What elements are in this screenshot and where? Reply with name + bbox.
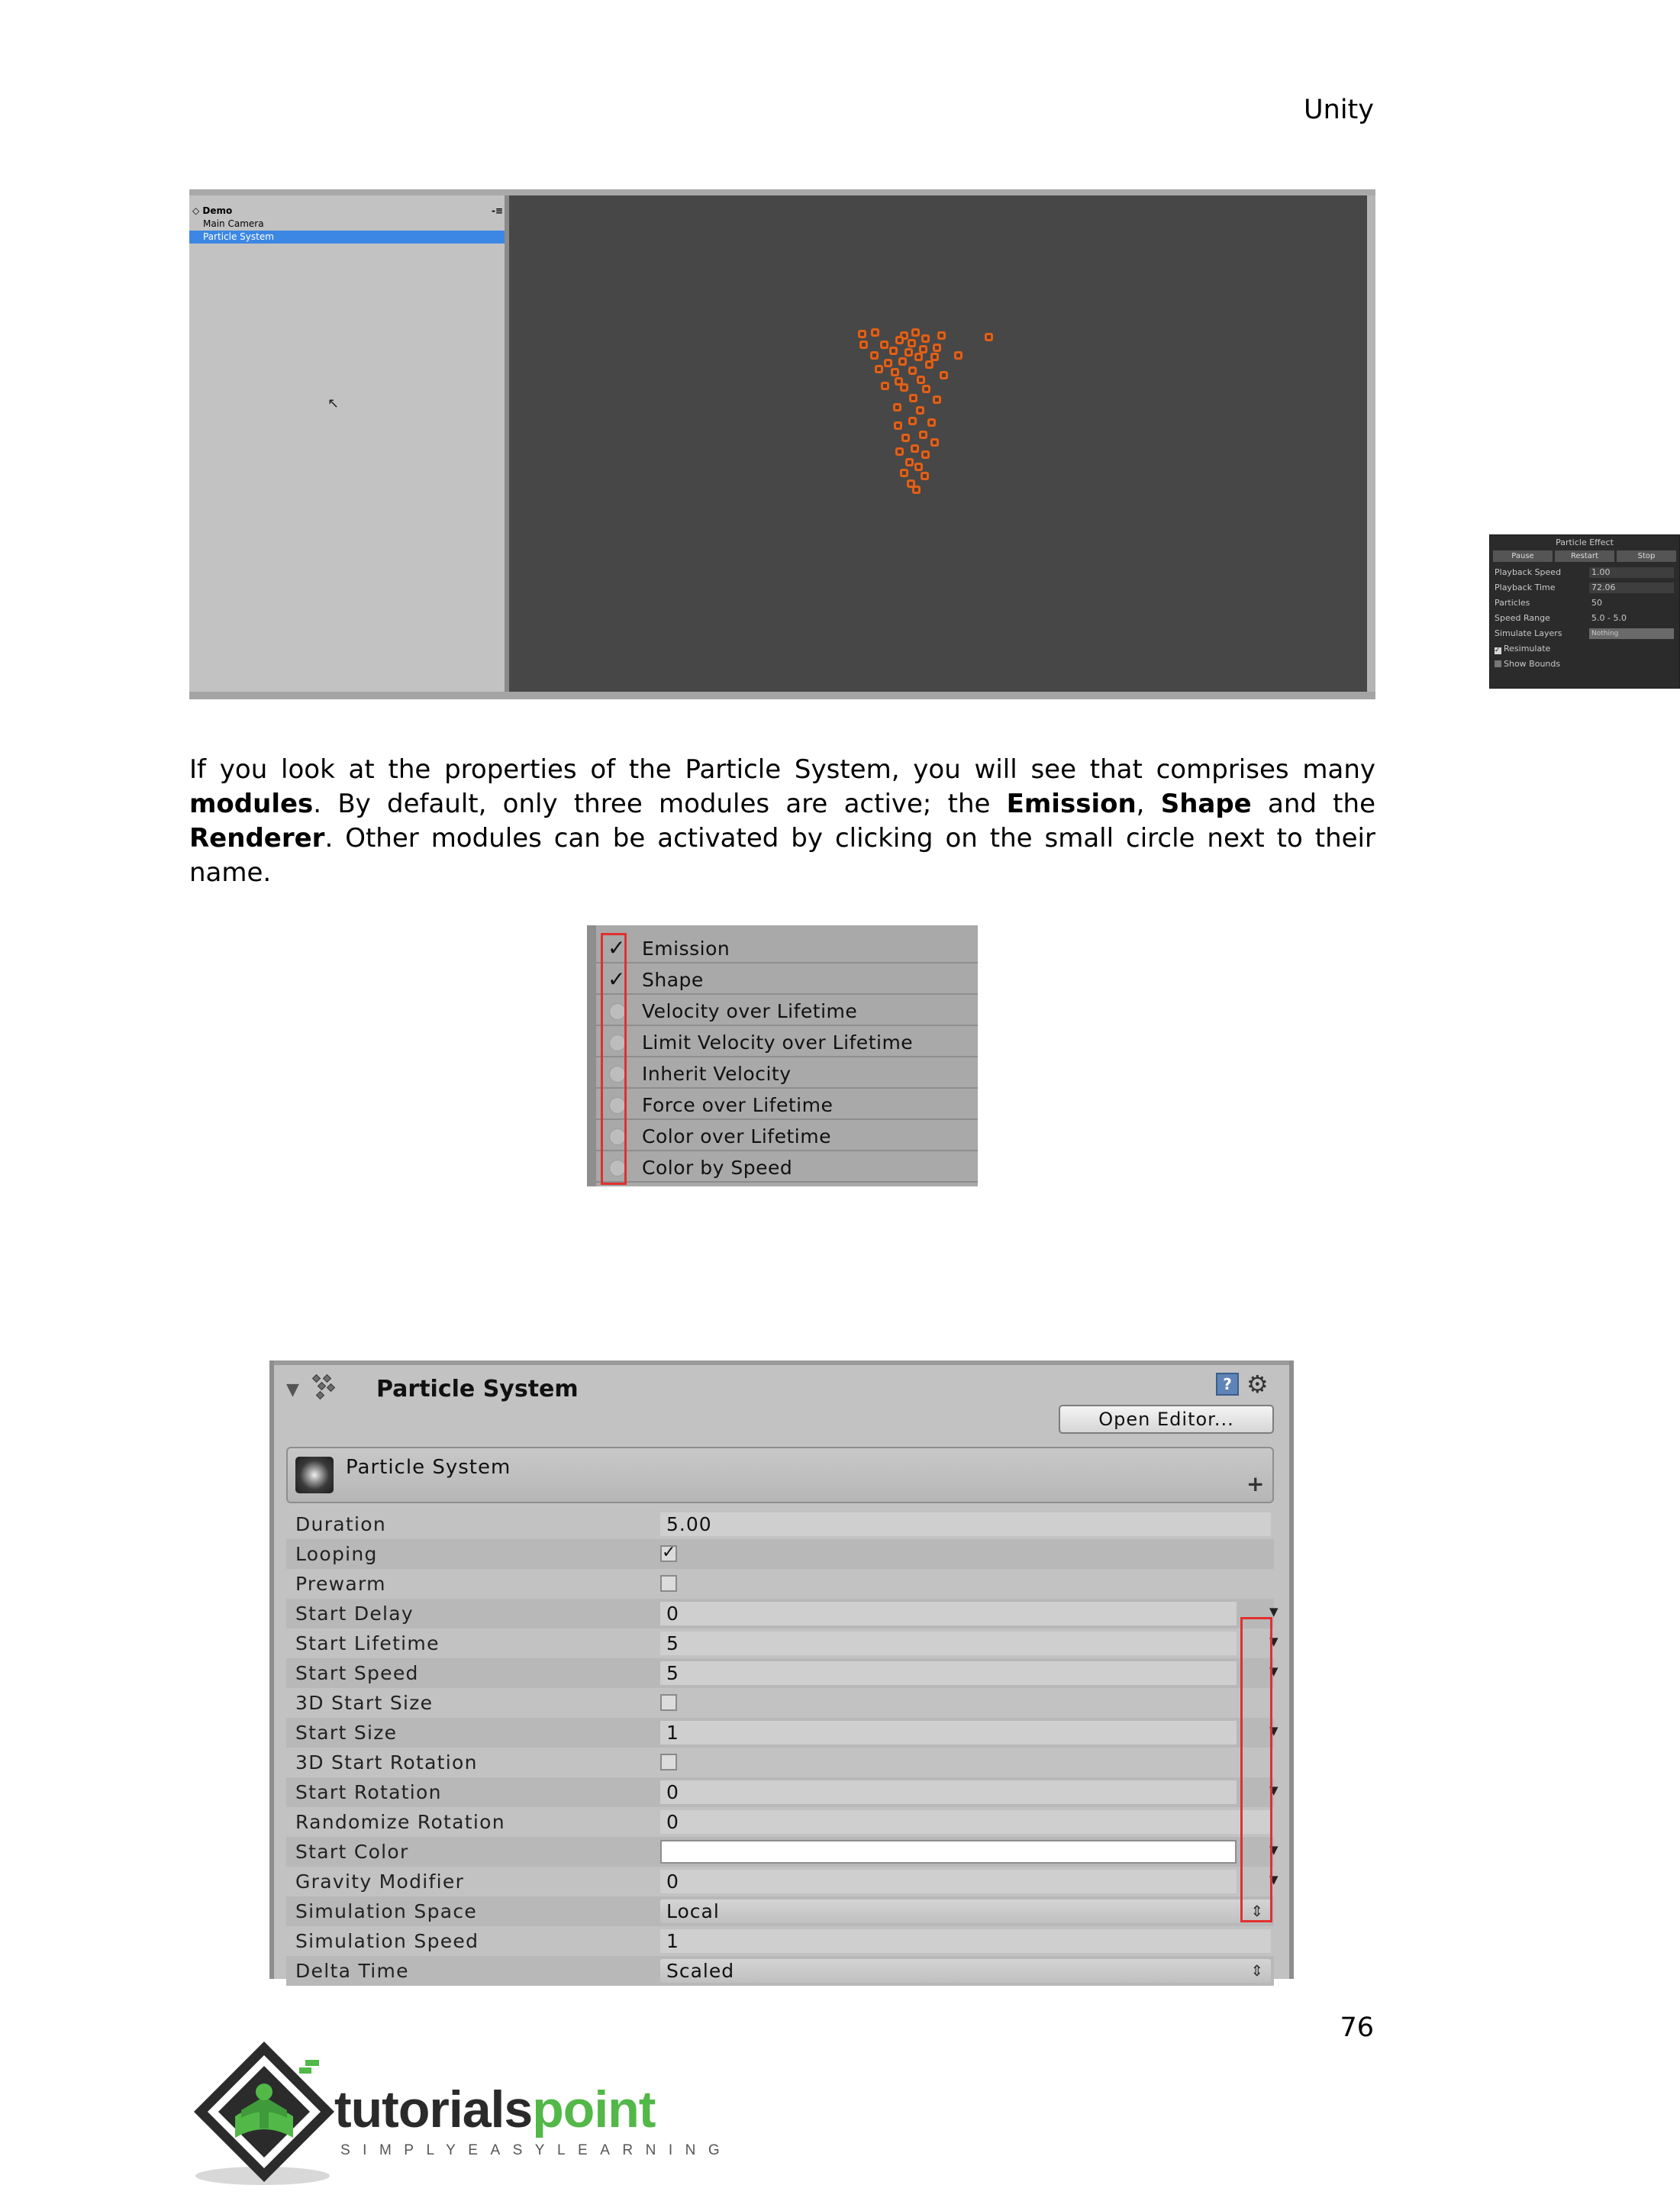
inspector-border-left xyxy=(269,1360,274,1979)
show-bounds-row[interactable] xyxy=(1495,657,1675,671)
para-bold-shape: Shape xyxy=(1160,789,1252,819)
curve-mode-arrow-icon[interactable]: ▼ xyxy=(1269,1664,1279,1678)
module-list-track xyxy=(587,925,596,1186)
module-label: Shape xyxy=(642,969,704,991)
checkmark-icon[interactable]: ✓ xyxy=(608,967,626,992)
playback-time-field[interactable]: 72.06 xyxy=(1589,583,1674,593)
module-row-force-over-lifetime[interactable] xyxy=(596,1089,978,1120)
property-row-start-rotation xyxy=(286,1777,1279,1807)
particle-cloud xyxy=(509,195,1367,692)
property-label: Start Lifetime xyxy=(295,1632,440,1654)
property-label: Start Rotation xyxy=(295,1781,442,1803)
toolbar-strip xyxy=(189,189,1375,195)
show-bounds-label: Show Bounds xyxy=(1504,659,1561,669)
property-label: Start Speed xyxy=(295,1662,419,1684)
property-row-simulation-space xyxy=(286,1896,1274,1926)
particle xyxy=(909,394,917,402)
bottom-tabs-strip xyxy=(189,692,1375,699)
property-label: Delta Time xyxy=(295,1960,409,1982)
particle xyxy=(933,395,941,404)
particle xyxy=(908,339,916,347)
property-row-prewarm xyxy=(286,1569,1274,1599)
property-checkbox[interactable] xyxy=(660,1754,677,1770)
particle xyxy=(859,341,868,349)
speed-range-value: 5.0 - 5.0 xyxy=(1591,613,1627,623)
property-checkbox[interactable]: ✓ xyxy=(662,1543,676,1562)
hierarchy-scene-row[interactable] xyxy=(189,205,508,218)
property-value: Local xyxy=(666,1900,720,1922)
property-label: Simulation Speed xyxy=(295,1930,479,1952)
logo-word-point: point xyxy=(532,2080,656,2138)
property-field[interactable] xyxy=(660,1810,1271,1834)
particle xyxy=(884,359,892,367)
pause-button[interactable]: Pause xyxy=(1493,550,1553,562)
enum-dropdown[interactable] xyxy=(660,1900,1271,1923)
particle xyxy=(895,336,904,344)
show-bounds-checkbox[interactable] xyxy=(1495,660,1501,667)
particle xyxy=(925,360,934,369)
particle xyxy=(901,434,910,442)
para-text: , xyxy=(1136,789,1161,819)
pe-label: Particles xyxy=(1495,598,1530,608)
speed-range-row xyxy=(1495,612,1675,625)
curve-mode-arrow-icon[interactable]: ▼ xyxy=(1269,1843,1279,1857)
property-row-randomize-rotation xyxy=(286,1807,1274,1837)
particle xyxy=(905,458,914,466)
property-field[interactable] xyxy=(660,1512,1271,1536)
hierarchy-item-particle-system[interactable]: Particle System xyxy=(189,231,518,244)
pe-label: Playback Speed xyxy=(1495,567,1562,577)
logo-wordmark xyxy=(334,2080,655,2139)
property-row-start-lifetime xyxy=(286,1628,1279,1658)
particle xyxy=(893,403,901,412)
gear-icon[interactable]: ⚙ xyxy=(1246,1370,1269,1399)
particle xyxy=(954,351,963,360)
property-row-simulation-speed xyxy=(286,1926,1274,1956)
logo-tagline: SIMPLYEASYLEARNING xyxy=(340,2142,733,2158)
property-row-duration xyxy=(286,1509,1274,1539)
resimulate-row[interactable] xyxy=(1495,642,1675,656)
para-bold-renderer: Renderer xyxy=(189,823,325,854)
component-title: Particle System xyxy=(376,1376,579,1402)
particle xyxy=(916,406,924,415)
particle xyxy=(880,341,888,349)
particle-system-module-header[interactable] xyxy=(286,1447,1274,1503)
property-label: 3D Start Rotation xyxy=(295,1751,478,1774)
particle xyxy=(871,328,879,337)
para-text: . Other modules can be activated by clicking on the small circle next to their name. xyxy=(189,823,1375,888)
particle xyxy=(904,348,913,357)
particle xyxy=(894,421,902,430)
property-row-start-speed xyxy=(286,1658,1279,1688)
foldout-arrow-icon[interactable]: ▼ xyxy=(286,1380,299,1399)
property-row-start-color xyxy=(286,1837,1279,1867)
para-text: . By default, only three modules are active; the xyxy=(313,789,1007,819)
unity-scene-icon: ◇ xyxy=(192,205,200,216)
property-label: Start Color xyxy=(295,1841,409,1863)
property-label: Start Delay xyxy=(295,1603,414,1625)
particle xyxy=(900,469,908,477)
module-header-title: Particle System xyxy=(346,1456,511,1479)
color-field[interactable] xyxy=(660,1840,1237,1864)
particle xyxy=(858,330,866,338)
particle xyxy=(911,328,920,337)
particle xyxy=(921,450,930,459)
page-number: 76 xyxy=(1340,2012,1374,2043)
scene-view[interactable] xyxy=(509,195,1656,692)
checkmark-icon[interactable]: ✓ xyxy=(608,935,626,960)
unity-editor-screenshot xyxy=(189,189,1656,699)
particle-system-thumbnail-icon xyxy=(295,1457,334,1493)
particle xyxy=(881,382,889,390)
module-label: Velocity over Lifetime xyxy=(642,1000,858,1022)
body-paragraph xyxy=(189,753,1375,890)
particle xyxy=(919,431,927,439)
property-label: Gravity Modifier xyxy=(295,1870,465,1893)
particle xyxy=(870,351,879,360)
property-label: Start Size xyxy=(295,1722,398,1744)
particle xyxy=(908,366,917,375)
particle-effect-panel xyxy=(1489,534,1680,689)
property-value: 0 xyxy=(666,1603,679,1625)
property-checkbox[interactable] xyxy=(660,1694,677,1711)
module-label: Color over Lifetime xyxy=(642,1125,831,1147)
open-editor-button[interactable]: Open Editor... xyxy=(1059,1405,1274,1434)
plus-icon[interactable]: + xyxy=(1246,1471,1265,1496)
running-header: Unity xyxy=(1304,95,1374,125)
hierarchy-item-main-camera[interactable]: Main Camera xyxy=(203,218,264,229)
module-row-inherit-velocity[interactable] xyxy=(596,1058,978,1089)
property-field[interactable] xyxy=(660,1929,1271,1953)
property-field[interactable] xyxy=(660,1632,1237,1655)
help-icon[interactable]: ? xyxy=(1216,1373,1239,1396)
para-text: and the xyxy=(1251,789,1375,819)
mouse-cursor-icon: ↖ xyxy=(327,395,340,412)
dropdown-arrows-icon: ⇕ xyxy=(1250,1961,1263,1980)
enum-dropdown[interactable] xyxy=(660,1959,1271,1983)
particle xyxy=(911,444,919,453)
particle xyxy=(933,344,941,352)
curve-mode-arrow-icon[interactable]: ▼ xyxy=(1269,1724,1279,1738)
module-row-velocity-over-lifetime[interactable] xyxy=(596,996,978,1026)
property-value: 1 xyxy=(666,1722,679,1744)
property-field[interactable] xyxy=(660,1602,1237,1625)
property-value: 0 xyxy=(666,1811,679,1833)
module-label: Inherit Velocity xyxy=(642,1063,792,1085)
property-field[interactable] xyxy=(660,1661,1237,1685)
logo-word-tutorials: tutorials xyxy=(334,2080,533,2138)
playback-time-row xyxy=(1495,581,1675,595)
module-label: Color by Speed xyxy=(642,1157,793,1179)
particle-system-component-icon xyxy=(311,1374,337,1400)
property-label: Looping xyxy=(295,1543,378,1565)
particle xyxy=(898,357,907,366)
para-text: If you look at the properties of the Particle System, you will see that comprises many xyxy=(189,754,1375,785)
restart-button[interactable]: Restart xyxy=(1555,550,1614,562)
module-label: Emission xyxy=(642,938,730,960)
para-bold-emission: Emission xyxy=(1006,789,1137,819)
playback-speed-row xyxy=(1495,566,1675,579)
inspector-border-right xyxy=(1289,1360,1294,1979)
playback-speed-field[interactable]: 1.00 xyxy=(1589,567,1674,578)
particle xyxy=(930,438,939,447)
module-label: Limit Velocity over Lifetime xyxy=(642,1031,914,1054)
resimulate-checkbox[interactable]: ✓ xyxy=(1495,647,1501,654)
module-row-emission[interactable] xyxy=(596,933,978,963)
particle xyxy=(891,368,899,376)
property-row-start-delay xyxy=(286,1599,1279,1628)
resimulate-label: Resimulate xyxy=(1504,644,1551,654)
property-label: Randomize Rotation xyxy=(295,1811,505,1833)
module-label: Force over Lifetime xyxy=(642,1094,834,1116)
particle xyxy=(921,472,929,480)
property-row-3d-start-rotation xyxy=(286,1748,1274,1777)
property-checkbox[interactable] xyxy=(660,1575,677,1592)
dropdown-arrows-icon: ⇕ xyxy=(1250,1902,1263,1920)
property-row-gravity-modifier xyxy=(286,1867,1279,1896)
simulate-layers-row xyxy=(1495,627,1675,641)
module-row-limit-velocity[interactable] xyxy=(596,1027,978,1057)
property-row-3d-start-size xyxy=(286,1688,1274,1718)
property-label: Simulation Space xyxy=(295,1900,478,1922)
simulate-layers-dropdown[interactable]: Nothing xyxy=(1589,628,1674,639)
curve-mode-arrow-icon[interactable]: ▼ xyxy=(1269,1605,1279,1619)
property-label: 3D Start Size xyxy=(295,1692,434,1714)
curve-mode-arrow-icon[interactable]: ▼ xyxy=(1269,1635,1279,1648)
property-label: Duration xyxy=(295,1513,386,1535)
particle xyxy=(900,383,908,392)
pe-label: Speed Range xyxy=(1495,613,1550,623)
curve-mode-arrow-icon[interactable]: ▼ xyxy=(1269,1873,1279,1887)
particles-row xyxy=(1495,596,1675,610)
pe-label: Playback Time xyxy=(1495,583,1556,592)
property-value: 1 xyxy=(666,1930,679,1952)
particle xyxy=(922,385,930,393)
pe-label: Simulate Layers xyxy=(1495,628,1562,638)
property-field[interactable] xyxy=(660,1721,1237,1745)
particle-effect-title: Particle Effect xyxy=(1556,537,1614,547)
property-value: 5 xyxy=(666,1632,679,1654)
property-value: 0 xyxy=(666,1870,679,1893)
particles-value: 50 xyxy=(1591,598,1602,608)
toggle-column-highlight xyxy=(601,933,627,1185)
particle xyxy=(917,376,925,384)
curve-arrows-highlight xyxy=(1240,1617,1272,1922)
hierarchy-menu-icon[interactable]: -≡ xyxy=(491,205,503,216)
property-row-delta-time xyxy=(286,1956,1274,1986)
logo-emblem-icon xyxy=(188,2037,340,2190)
particle xyxy=(875,365,883,373)
hierarchy-panel xyxy=(189,195,505,692)
property-row-start-size xyxy=(286,1718,1279,1748)
module-row-color-by-speed[interactable] xyxy=(596,1152,978,1183)
property-value: Scaled xyxy=(666,1960,735,1982)
particle xyxy=(914,353,923,361)
property-value: 5.00 xyxy=(666,1513,712,1535)
particle xyxy=(908,417,917,425)
module-row-shape[interactable] xyxy=(596,964,978,995)
particle xyxy=(940,371,948,379)
particle xyxy=(895,447,904,456)
module-row-color-over-lifetime[interactable] xyxy=(596,1121,978,1151)
particle xyxy=(914,463,923,471)
curve-mode-arrow-icon[interactable]: ▼ xyxy=(1269,1783,1279,1797)
property-label: Prewarm xyxy=(295,1573,386,1595)
hierarchy-scene-name: Demo xyxy=(202,205,233,216)
property-field[interactable] xyxy=(660,1870,1237,1893)
particle xyxy=(937,331,946,340)
particle-system-inspector-screenshot xyxy=(269,1360,1294,1982)
particle xyxy=(985,333,993,341)
module-list-screenshot xyxy=(587,925,978,1186)
tutorialspoint-logo xyxy=(188,2037,733,2190)
para-bold-modules: modules xyxy=(189,789,314,819)
particle xyxy=(889,347,898,355)
property-value: 0 xyxy=(666,1781,679,1803)
stop-button[interactable]: Stop xyxy=(1617,550,1676,562)
property-value: 5 xyxy=(666,1662,679,1684)
particle xyxy=(912,486,921,494)
inspector-edge xyxy=(1367,195,1375,692)
property-field[interactable] xyxy=(660,1780,1237,1804)
property-row-looping xyxy=(286,1539,1274,1569)
particle xyxy=(927,418,936,427)
particle xyxy=(921,334,930,343)
inspector-border-top xyxy=(269,1360,1294,1365)
